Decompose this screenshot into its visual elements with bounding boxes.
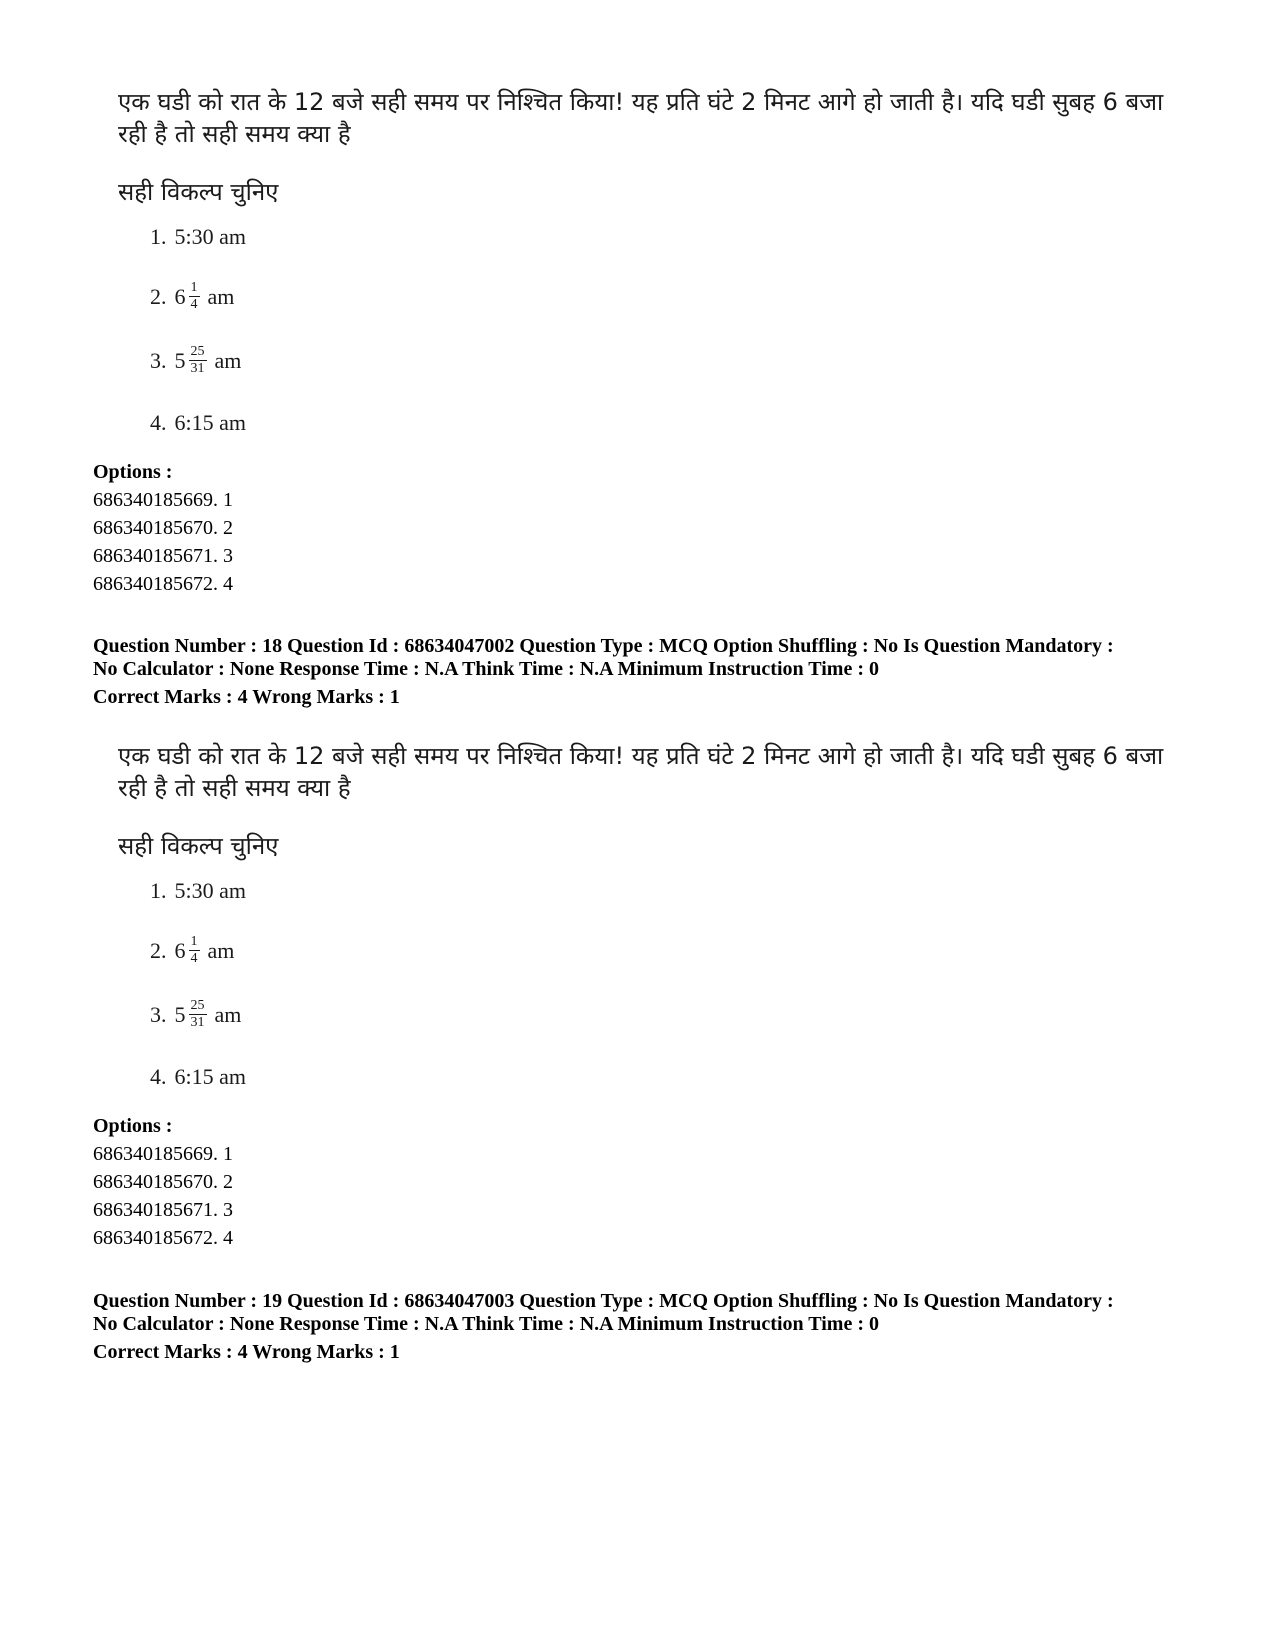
question-prompt: सही विकल्प चुनिए (118, 178, 279, 206)
options-title: Options : (93, 1115, 173, 1137)
fraction: $\frac{1}{4}$ (190, 280, 198, 312)
marks-line: Correct Marks : 4 Wrong Marks : 1 (93, 686, 400, 708)
meta-line-1: Question Number : 19 Question Id : 68634047003 Question Type : MCQ Option Shuffling : No Is Question Mandatory : (93, 1290, 1114, 1312)
option-id-1: 686340185669. 1 (93, 489, 233, 511)
choice-item-1: 1. 5:30 am (150, 224, 246, 249)
meta-line-1: Question Number : 18 Question Id : 68634047002 Question Type : MCQ Option Shuffling : No Is Question Mandatory : (93, 635, 1114, 657)
options-block-1 (93, 458, 233, 598)
question-meta-18 (93, 635, 1193, 709)
choice-item-1: 1. 5:30 am (150, 878, 246, 903)
question-meta-19 (93, 1290, 1193, 1364)
options-block-2 (93, 1112, 233, 1252)
option-id-1: 686340185669. 1 (93, 1143, 233, 1165)
fraction: $\frac{25}{31}$ (190, 344, 205, 376)
question-text: एक घडी को रात के 12 बजे सही समय पर निश्चित किया! यह प्रति घंटे 2 मिनट आगे हो जाती है। यदि घडी सुबह 6 बजा रही है तो सही समय क्या है (118, 742, 1164, 802)
choice-item-2: 2. 6 $\frac{1}{4}$ am (150, 934, 235, 966)
option-id-3: 686340185671. 3 (93, 1199, 233, 1221)
fraction: $\frac{1}{4}$ (190, 934, 198, 966)
choice-item-3: 3. 5 $\frac{25}{31}$ am (150, 344, 242, 376)
options-title: Options : (93, 461, 173, 483)
meta-line-2: No Calculator : None Response Time : N.A Think Time : N.A Minimum Instruction Time : 0 (93, 658, 879, 680)
option-id-4: 686340185672. 4 (93, 1227, 233, 1249)
option-id-2: 686340185670. 2 (93, 1171, 233, 1193)
option-id-4: 686340185672. 4 (93, 573, 233, 595)
meta-line-2: No Calculator : None Response Time : N.A Think Time : N.A Minimum Instruction Time : 0 (93, 1313, 879, 1335)
question-block-1 (118, 86, 1178, 208)
fraction: $\frac{25}{31}$ (190, 998, 205, 1030)
choice-item-4: 4. 6:15 am (150, 410, 246, 435)
marks-line: Correct Marks : 4 Wrong Marks : 1 (93, 1341, 400, 1363)
option-id-2: 686340185670. 2 (93, 517, 233, 539)
choice-item-2: 2. 6 $\frac{1}{4}$ am (150, 280, 235, 312)
question-block-2 (118, 740, 1178, 862)
question-text: एक घडी को रात के 12 बजे सही समय पर निश्चित किया! यह प्रति घंटे 2 मिनट आगे हो जाती है। यदि घडी सुबह 6 बजा रही है तो सही समय क्या है (118, 88, 1164, 148)
choice-item-3: 3. 5 $\frac{25}{31}$ am (150, 998, 242, 1030)
question-prompt: सही विकल्प चुनिए (118, 832, 279, 860)
option-id-3: 686340185671. 3 (93, 545, 233, 567)
choice-item-4: 4. 6:15 am (150, 1064, 246, 1089)
